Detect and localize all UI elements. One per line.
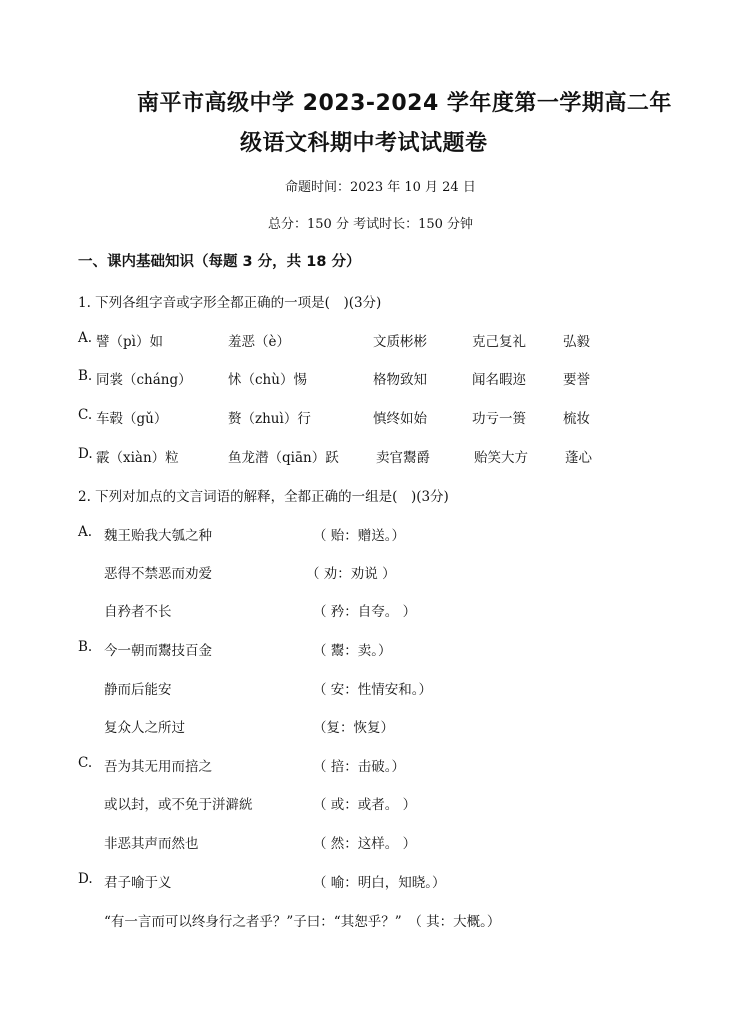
q1-option-c-item3: 慎终如始 <box>373 411 427 427</box>
section-heading: 一、课内基础知识（每题 3 分，共 18 分） <box>78 254 361 270</box>
q1-option-b-item3: 格物致知 <box>373 372 427 388</box>
q1-option-c-item4: 功亏一篑 <box>472 411 526 427</box>
q1-option-d-item5: 蓬心 <box>565 450 592 466</box>
q1-option-c-item5: 梳妆 <box>563 411 590 427</box>
q1-option-d-label: D. <box>78 446 93 462</box>
q1-option-a-label: A. <box>78 330 93 346</box>
q2-d-row2-text: “有一言而可以终身行之者乎？”子曰：“其恕乎？” （ 其：大概。） <box>104 914 501 930</box>
q2-b-row1-text: 今一朝而鬻技百金 <box>104 643 212 659</box>
q2-c-row3-note: （ 然：这样。 ） <box>313 836 417 852</box>
q1-option-d-item3: 卖官鬻爵 <box>376 450 430 466</box>
q2-a-row2-text: 恶得不禁恶而劝爱 <box>104 566 212 582</box>
q2-c-row3-text: 非恶其声而然也 <box>104 836 199 852</box>
q2-d-row1-text: 君子喻于义 <box>104 875 172 891</box>
q2-b-row2-text: 静而后能安 <box>104 682 172 698</box>
q1-option-c-label: C. <box>78 407 93 423</box>
q1-option-c-item2: 赘（zhuì）行 <box>228 411 311 427</box>
q1-option-b-item2: 怵（chù）惕 <box>228 372 307 388</box>
q2-group-b-label: B. <box>78 639 93 655</box>
q1-option-a-item3: 文质彬彬 <box>373 334 427 350</box>
q2-a-row1-text: 魏王贻我大瓠之种 <box>104 528 212 544</box>
q2-group-a-label: A. <box>78 524 93 540</box>
q2-c-row2-note: （ 或：或者。 ） <box>313 797 417 813</box>
q1-option-c-item1: 车毂（gǔ） <box>96 411 168 427</box>
q2-group-d-label: D. <box>78 871 93 887</box>
q2-a-row1-note: （ 贻：赠送。） <box>313 528 406 544</box>
q2-b-row1-note: （ 鬻：卖。） <box>313 643 392 659</box>
q1-option-a-item4: 克己复礼 <box>472 334 526 350</box>
q2-b-row3-note: （复：恢复） <box>313 720 394 736</box>
q2-c-row2-text: 或以封，或不免于洴澼絖 <box>104 797 253 813</box>
exam-score-duration: 总分：150 分 考试时长：150 分钟 <box>268 217 474 232</box>
exam-title-line2: 级语文科期中考试试题卷 <box>240 131 488 156</box>
q1-option-a-item5: 弘毅 <box>563 334 590 350</box>
q1-option-d-item2: 鱼龙潜（qiān）跃 <box>228 450 339 466</box>
question-1-stem: 1. 下列各组字音或字形全都正确的一项是( )(3分) <box>78 295 382 311</box>
q1-option-b-item5: 要誉 <box>563 372 590 388</box>
q1-option-d-item4: 贻笑大方 <box>474 450 528 466</box>
q1-option-b-item1: 同裳（cháng） <box>96 372 192 388</box>
q1-option-a-item1: 譬（pì）如 <box>96 334 163 350</box>
q1-option-b-item4: 闻名暇迩 <box>472 372 526 388</box>
q2-group-c-label: C. <box>78 755 93 771</box>
q2-c-row1-note: （ 掊：击破。） <box>313 759 406 775</box>
exam-title-line1: 南平市高级中学 2023-2024 学年度第一学期高二年 <box>137 91 672 116</box>
q2-b-row2-note: （ 安：性情安和。） <box>313 682 433 698</box>
q1-option-d-item1: 霰（xiàn）粒 <box>96 450 179 466</box>
q2-a-row3-text: 自矜者不长 <box>104 604 172 620</box>
q1-option-a-item2: 羞恶（è） <box>228 334 290 350</box>
exam-date: 命题时间：2023 年 10 月 24 日 <box>285 180 476 195</box>
q2-a-row2-note: （ 劝：劝说 ） <box>306 566 396 582</box>
q1-option-b-label: B. <box>78 368 93 384</box>
q2-d-row1-note: （ 喻：明白，知晓。） <box>313 875 446 891</box>
q2-a-row3-note: （ 矜：自夸。 ） <box>313 604 417 620</box>
q2-b-row3-text: 复众人之所过 <box>104 720 185 736</box>
question-2-stem: 2. 下列对加点的文言词语的解释，全都正确的一组是( )(3分) <box>78 489 449 505</box>
q2-c-row1-text: 吾为其无用而掊之 <box>104 759 212 775</box>
